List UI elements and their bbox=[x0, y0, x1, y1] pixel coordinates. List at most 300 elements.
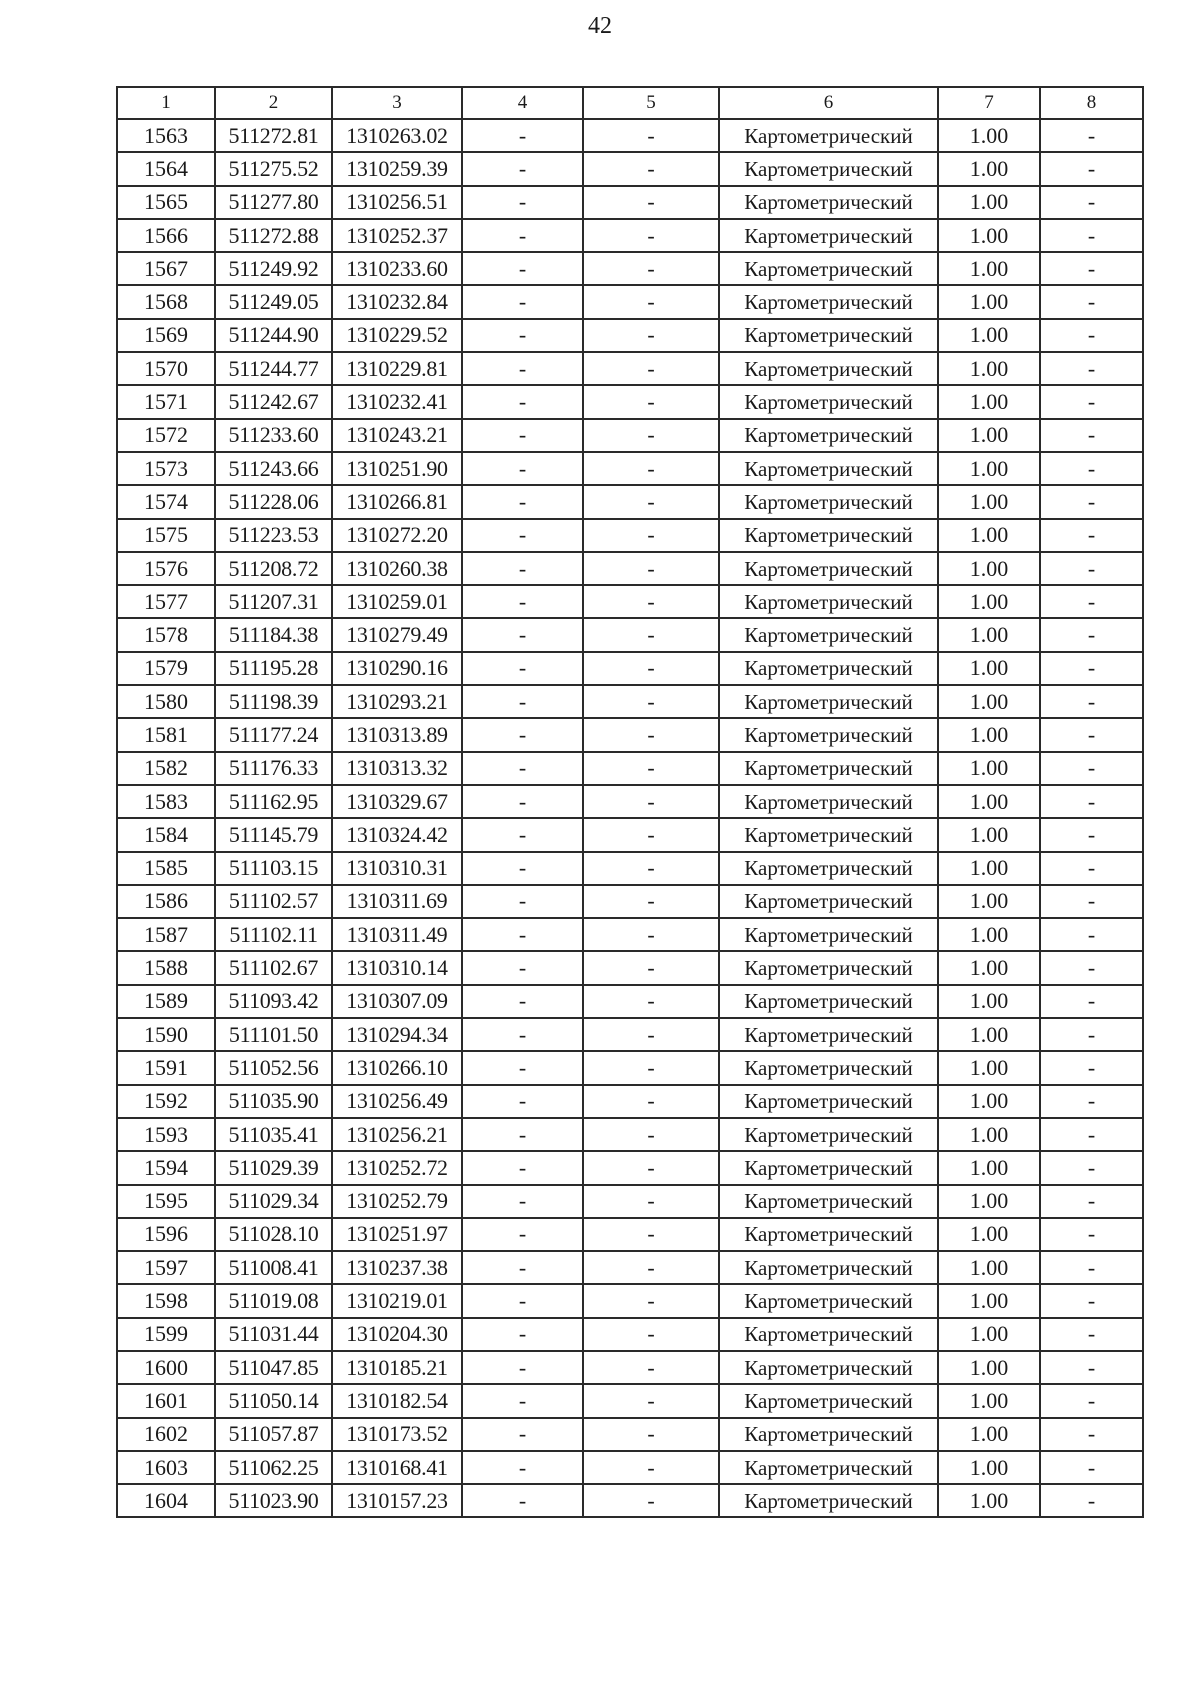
table-cell-col-1: 1574 bbox=[117, 485, 215, 518]
table-cell-col-6: Картометрический bbox=[719, 718, 938, 751]
table-cell-col-1: 1590 bbox=[117, 1018, 215, 1051]
table-cell-col-3: 1310219.01 bbox=[332, 1284, 462, 1317]
table-cell-col-6: Картометрический bbox=[719, 1151, 938, 1184]
table-cell-col-3: 1310233.60 bbox=[332, 252, 462, 285]
table-cell-col-5: - bbox=[583, 252, 719, 285]
table-cell-col-6: Картометрический bbox=[719, 385, 938, 418]
table-cell-col-6: Картометрический bbox=[719, 1484, 938, 1517]
column-header-6: 6 bbox=[719, 87, 938, 119]
table-cell-col-5: - bbox=[583, 319, 719, 352]
table-cell-col-1: 1592 bbox=[117, 1085, 215, 1118]
table-cell-col-7: 1.00 bbox=[938, 1218, 1040, 1251]
table-cell-col-8: - bbox=[1040, 1418, 1143, 1451]
table-cell-col-8: - bbox=[1040, 1384, 1143, 1417]
table-cell-col-5: - bbox=[583, 618, 719, 651]
table-cell-col-7: 1.00 bbox=[938, 385, 1040, 418]
table-cell-col-4: - bbox=[462, 618, 583, 651]
table-row bbox=[117, 1118, 1143, 1151]
table-cell-col-6: Картометрический bbox=[719, 1351, 938, 1384]
table-cell-col-6: Картометрический bbox=[719, 618, 938, 651]
table-cell-col-5: - bbox=[583, 385, 719, 418]
table-cell-col-7: 1.00 bbox=[938, 1051, 1040, 1084]
table-cell-col-3: 1310256.49 bbox=[332, 1085, 462, 1118]
table-cell-col-3: 1310311.49 bbox=[332, 918, 462, 951]
table-row bbox=[117, 951, 1143, 984]
table-cell-col-8: - bbox=[1040, 951, 1143, 984]
table-cell-col-5: - bbox=[583, 1085, 719, 1118]
table-cell-col-2: 511198.39 bbox=[215, 685, 332, 718]
table-cell-col-5: - bbox=[583, 285, 719, 318]
table-cell-col-5: - bbox=[583, 1151, 719, 1184]
table-cell-col-5: - bbox=[583, 1384, 719, 1417]
table-cell-col-6: Картометрический bbox=[719, 119, 938, 152]
table-cell-col-3: 1310266.81 bbox=[332, 485, 462, 518]
table-cell-col-3: 1310204.30 bbox=[332, 1318, 462, 1351]
table-cell-col-7: 1.00 bbox=[938, 1451, 1040, 1484]
table-cell-col-7: 1.00 bbox=[938, 585, 1040, 618]
table-cell-col-5: - bbox=[583, 519, 719, 552]
table-row bbox=[117, 785, 1143, 818]
table-cell-col-1: 1586 bbox=[117, 885, 215, 918]
table-cell-col-8: - bbox=[1040, 585, 1143, 618]
table-row bbox=[117, 1218, 1143, 1251]
table-cell-col-6: Картометрический bbox=[719, 785, 938, 818]
table-cell-col-7: 1.00 bbox=[938, 618, 1040, 651]
table-cell-col-1: 1569 bbox=[117, 319, 215, 352]
table-cell-col-4: - bbox=[462, 718, 583, 751]
table-cell-col-6: Картометрический bbox=[719, 852, 938, 885]
table-cell-col-1: 1601 bbox=[117, 1384, 215, 1417]
table-cell-col-3: 1310324.42 bbox=[332, 818, 462, 851]
table-cell-col-3: 1310251.90 bbox=[332, 452, 462, 485]
table-cell-col-8: - bbox=[1040, 1118, 1143, 1151]
table-row bbox=[117, 1251, 1143, 1284]
table-cell-col-3: 1310307.09 bbox=[332, 985, 462, 1018]
table-cell-col-1: 1599 bbox=[117, 1318, 215, 1351]
table-cell-col-1: 1571 bbox=[117, 385, 215, 418]
table-cell-col-7: 1.00 bbox=[938, 852, 1040, 885]
table-cell-col-7: 1.00 bbox=[938, 1151, 1040, 1184]
table-cell-col-5: - bbox=[583, 1251, 719, 1284]
table-cell-col-6: Картометрический bbox=[719, 1118, 938, 1151]
table-cell-col-2: 511177.24 bbox=[215, 718, 332, 751]
table-cell-col-7: 1.00 bbox=[938, 752, 1040, 785]
table-row bbox=[117, 818, 1143, 851]
table-header-row bbox=[117, 87, 1143, 119]
table-cell-col-8: - bbox=[1040, 485, 1143, 518]
table-row bbox=[117, 752, 1143, 785]
table-row bbox=[117, 1018, 1143, 1051]
table-cell-col-8: - bbox=[1040, 1051, 1143, 1084]
table-cell-col-8: - bbox=[1040, 685, 1143, 718]
table-cell-col-6: Картометрический bbox=[719, 285, 938, 318]
table-cell-col-3: 1310329.67 bbox=[332, 785, 462, 818]
table-cell-col-6: Картометрический bbox=[719, 752, 938, 785]
table-cell-col-8: - bbox=[1040, 419, 1143, 452]
table-row bbox=[117, 618, 1143, 651]
table-row bbox=[117, 119, 1143, 152]
table-cell-col-6: Картометрический bbox=[719, 1018, 938, 1051]
table-cell-col-2: 511062.25 bbox=[215, 1451, 332, 1484]
table-cell-col-7: 1.00 bbox=[938, 652, 1040, 685]
table-cell-col-7: 1.00 bbox=[938, 1484, 1040, 1517]
table-cell-col-2: 511057.87 bbox=[215, 1418, 332, 1451]
table-cell-col-1: 1598 bbox=[117, 1284, 215, 1317]
table-row bbox=[117, 219, 1143, 252]
table-cell-col-5: - bbox=[583, 219, 719, 252]
table-cell-col-6: Картометрический bbox=[719, 1318, 938, 1351]
table-cell-col-1: 1578 bbox=[117, 618, 215, 651]
table-cell-col-6: Картометрический bbox=[719, 1051, 938, 1084]
table-cell-col-2: 511208.72 bbox=[215, 552, 332, 585]
table-cell-col-3: 1310243.21 bbox=[332, 419, 462, 452]
table-cell-col-5: - bbox=[583, 452, 719, 485]
table-cell-col-7: 1.00 bbox=[938, 1418, 1040, 1451]
table-cell-col-1: 1597 bbox=[117, 1251, 215, 1284]
table-cell-col-5: - bbox=[583, 119, 719, 152]
table-cell-col-5: - bbox=[583, 152, 719, 185]
table-cell-col-8: - bbox=[1040, 918, 1143, 951]
table-cell-col-3: 1310157.23 bbox=[332, 1484, 462, 1517]
table-cell-col-3: 1310310.31 bbox=[332, 852, 462, 885]
table-cell-col-3: 1310279.49 bbox=[332, 618, 462, 651]
table-cell-col-3: 1310185.21 bbox=[332, 1351, 462, 1384]
table-cell-col-3: 1310229.81 bbox=[332, 352, 462, 385]
table-cell-col-1: 1572 bbox=[117, 419, 215, 452]
table-cell-col-4: - bbox=[462, 1185, 583, 1218]
table-cell-col-4: - bbox=[462, 1018, 583, 1051]
table-cell-col-7: 1.00 bbox=[938, 1085, 1040, 1118]
table-cell-col-2: 511249.05 bbox=[215, 285, 332, 318]
table-cell-col-8: - bbox=[1040, 1451, 1143, 1484]
table-cell-col-7: 1.00 bbox=[938, 285, 1040, 318]
table-cell-col-6: Картометрический bbox=[719, 1451, 938, 1484]
table-cell-col-2: 511102.67 bbox=[215, 951, 332, 984]
table-cell-col-2: 511275.52 bbox=[215, 152, 332, 185]
table-cell-col-1: 1564 bbox=[117, 152, 215, 185]
table-cell-col-5: - bbox=[583, 1051, 719, 1084]
table-cell-col-2: 511029.34 bbox=[215, 1185, 332, 1218]
table-cell-col-7: 1.00 bbox=[938, 419, 1040, 452]
table-cell-col-2: 511176.33 bbox=[215, 752, 332, 785]
table-cell-col-2: 511050.14 bbox=[215, 1384, 332, 1417]
table-cell-col-7: 1.00 bbox=[938, 1318, 1040, 1351]
table-cell-col-7: 1.00 bbox=[938, 219, 1040, 252]
table-cell-col-4: - bbox=[462, 585, 583, 618]
table-cell-col-8: - bbox=[1040, 186, 1143, 219]
table-cell-col-8: - bbox=[1040, 1185, 1143, 1218]
table-cell-col-2: 511162.95 bbox=[215, 785, 332, 818]
table-cell-col-4: - bbox=[462, 1051, 583, 1084]
table-cell-col-5: - bbox=[583, 1484, 719, 1517]
table-row bbox=[117, 852, 1143, 885]
table-cell-col-6: Картометрический bbox=[719, 652, 938, 685]
table-cell-col-1: 1565 bbox=[117, 186, 215, 219]
table-cell-col-2: 511102.11 bbox=[215, 918, 332, 951]
table-cell-col-4: - bbox=[462, 1318, 583, 1351]
table-cell-col-6: Картометрический bbox=[719, 585, 938, 618]
table-cell-col-3: 1310263.02 bbox=[332, 119, 462, 152]
table-cell-col-8: - bbox=[1040, 1151, 1143, 1184]
table-row bbox=[117, 685, 1143, 718]
table-cell-col-3: 1310313.89 bbox=[332, 718, 462, 751]
table-cell-col-1: 1594 bbox=[117, 1151, 215, 1184]
table-row bbox=[117, 1351, 1143, 1384]
table-cell-col-2: 511031.44 bbox=[215, 1318, 332, 1351]
table-cell-col-1: 1604 bbox=[117, 1484, 215, 1517]
table-cell-col-4: - bbox=[462, 1284, 583, 1317]
table-cell-col-7: 1.00 bbox=[938, 885, 1040, 918]
table-row bbox=[117, 1085, 1143, 1118]
table-cell-col-3: 1310259.39 bbox=[332, 152, 462, 185]
table-cell-col-7: 1.00 bbox=[938, 1251, 1040, 1284]
table-cell-col-8: - bbox=[1040, 1251, 1143, 1284]
table-cell-col-6: Картометрический bbox=[719, 951, 938, 984]
table-cell-col-4: - bbox=[462, 685, 583, 718]
table-cell-col-7: 1.00 bbox=[938, 1384, 1040, 1417]
column-header-5: 5 bbox=[583, 87, 719, 119]
table-row bbox=[117, 918, 1143, 951]
table-cell-col-6: Картометрический bbox=[719, 219, 938, 252]
table-cell-col-1: 1580 bbox=[117, 685, 215, 718]
table-cell-col-7: 1.00 bbox=[938, 918, 1040, 951]
table-cell-col-5: - bbox=[583, 818, 719, 851]
table-row bbox=[117, 485, 1143, 518]
table-cell-col-4: - bbox=[462, 951, 583, 984]
table-cell-col-2: 511145.79 bbox=[215, 818, 332, 851]
table-cell-col-2: 511244.90 bbox=[215, 319, 332, 352]
table-cell-col-4: - bbox=[462, 818, 583, 851]
table-row bbox=[117, 285, 1143, 318]
table-cell-col-4: - bbox=[462, 285, 583, 318]
table-cell-col-7: 1.00 bbox=[938, 485, 1040, 518]
table-cell-col-5: - bbox=[583, 685, 719, 718]
table-row bbox=[117, 252, 1143, 285]
table-cell-col-4: - bbox=[462, 852, 583, 885]
table-cell-col-3: 1310168.41 bbox=[332, 1451, 462, 1484]
column-header-1: 1 bbox=[117, 87, 215, 119]
table-cell-col-5: - bbox=[583, 985, 719, 1018]
table-cell-col-7: 1.00 bbox=[938, 1185, 1040, 1218]
table-row bbox=[117, 1318, 1143, 1351]
table-cell-col-3: 1310266.10 bbox=[332, 1051, 462, 1084]
table-cell-col-3: 1310237.38 bbox=[332, 1251, 462, 1284]
table-cell-col-7: 1.00 bbox=[938, 119, 1040, 152]
table-cell-col-2: 511272.88 bbox=[215, 219, 332, 252]
table-row bbox=[117, 1418, 1143, 1451]
table-cell-col-2: 511023.90 bbox=[215, 1484, 332, 1517]
table-cell-col-8: - bbox=[1040, 119, 1143, 152]
table-cell-col-6: Картометрический bbox=[719, 1384, 938, 1417]
table-row bbox=[117, 1451, 1143, 1484]
table-cell-col-6: Картометрический bbox=[719, 818, 938, 851]
table-row bbox=[117, 1284, 1143, 1317]
table-cell-col-4: - bbox=[462, 918, 583, 951]
table-cell-col-6: Картометрический bbox=[719, 552, 938, 585]
table-cell-col-1: 1585 bbox=[117, 852, 215, 885]
table-cell-col-7: 1.00 bbox=[938, 319, 1040, 352]
table-row bbox=[117, 352, 1143, 385]
table-cell-col-2: 511242.67 bbox=[215, 385, 332, 418]
table-row bbox=[117, 585, 1143, 618]
table-cell-col-7: 1.00 bbox=[938, 1284, 1040, 1317]
table-cell-col-1: 1600 bbox=[117, 1351, 215, 1384]
column-header-2: 2 bbox=[215, 87, 332, 119]
column-header-3: 3 bbox=[332, 87, 462, 119]
table-cell-col-8: - bbox=[1040, 219, 1143, 252]
table-cell-col-4: - bbox=[462, 519, 583, 552]
table-cell-col-7: 1.00 bbox=[938, 985, 1040, 1018]
table-cell-col-3: 1310229.52 bbox=[332, 319, 462, 352]
table-cell-col-1: 1589 bbox=[117, 985, 215, 1018]
table-cell-col-3: 1310252.72 bbox=[332, 1151, 462, 1184]
table-row bbox=[117, 1185, 1143, 1218]
table-cell-col-1: 1603 bbox=[117, 1451, 215, 1484]
column-header-7: 7 bbox=[938, 87, 1040, 119]
table-cell-col-2: 511243.66 bbox=[215, 452, 332, 485]
table-body bbox=[117, 119, 1143, 1517]
table-cell-col-7: 1.00 bbox=[938, 1018, 1040, 1051]
table-cell-col-2: 511103.15 bbox=[215, 852, 332, 885]
table-cell-col-8: - bbox=[1040, 552, 1143, 585]
table-cell-col-1: 1579 bbox=[117, 652, 215, 685]
table-cell-col-8: - bbox=[1040, 285, 1143, 318]
table-cell-col-2: 511244.77 bbox=[215, 352, 332, 385]
table-cell-col-6: Картометрический bbox=[719, 186, 938, 219]
table-cell-col-5: - bbox=[583, 652, 719, 685]
table-cell-col-4: - bbox=[462, 1451, 583, 1484]
table-cell-col-3: 1310256.51 bbox=[332, 186, 462, 219]
table-cell-col-8: - bbox=[1040, 885, 1143, 918]
table-cell-col-8: - bbox=[1040, 718, 1143, 751]
table-cell-col-2: 511233.60 bbox=[215, 419, 332, 452]
coordinates-table bbox=[116, 86, 1144, 1518]
table-cell-col-2: 511184.38 bbox=[215, 618, 332, 651]
table-cell-col-8: - bbox=[1040, 785, 1143, 818]
table-row bbox=[117, 186, 1143, 219]
table-row bbox=[117, 718, 1143, 751]
table-cell-col-4: - bbox=[462, 186, 583, 219]
table-cell-col-7: 1.00 bbox=[938, 186, 1040, 219]
table-cell-col-2: 511249.92 bbox=[215, 252, 332, 285]
table-cell-col-5: - bbox=[583, 585, 719, 618]
table-cell-col-1: 1587 bbox=[117, 918, 215, 951]
table-cell-col-2: 511052.56 bbox=[215, 1051, 332, 1084]
table-row bbox=[117, 519, 1143, 552]
table-cell-col-8: - bbox=[1040, 352, 1143, 385]
table-cell-col-1: 1577 bbox=[117, 585, 215, 618]
table-cell-col-6: Картометрический bbox=[719, 885, 938, 918]
table-cell-col-1: 1588 bbox=[117, 951, 215, 984]
table-row bbox=[117, 419, 1143, 452]
table-cell-col-6: Картометрический bbox=[719, 1418, 938, 1451]
table-cell-col-3: 1310293.21 bbox=[332, 685, 462, 718]
table-cell-col-4: - bbox=[462, 152, 583, 185]
table-cell-col-4: - bbox=[462, 652, 583, 685]
table-cell-col-5: - bbox=[583, 885, 719, 918]
table-cell-col-4: - bbox=[462, 785, 583, 818]
table-cell-col-8: - bbox=[1040, 818, 1143, 851]
table-row bbox=[117, 885, 1143, 918]
table-cell-col-7: 1.00 bbox=[938, 552, 1040, 585]
table-cell-col-4: - bbox=[462, 1384, 583, 1417]
table-cell-col-1: 1573 bbox=[117, 452, 215, 485]
column-header-8: 8 bbox=[1040, 87, 1143, 119]
table-cell-col-4: - bbox=[462, 352, 583, 385]
table-row bbox=[117, 985, 1143, 1018]
table-cell-col-8: - bbox=[1040, 1318, 1143, 1351]
table-cell-col-8: - bbox=[1040, 752, 1143, 785]
table-cell-col-7: 1.00 bbox=[938, 252, 1040, 285]
table-cell-col-5: - bbox=[583, 1185, 719, 1218]
table-cell-col-8: - bbox=[1040, 385, 1143, 418]
table-cell-col-4: - bbox=[462, 885, 583, 918]
table-cell-col-7: 1.00 bbox=[938, 352, 1040, 385]
table-row bbox=[117, 319, 1143, 352]
table-row bbox=[117, 1151, 1143, 1184]
table-cell-col-4: - bbox=[462, 1351, 583, 1384]
table-row bbox=[117, 1051, 1143, 1084]
table-cell-col-8: - bbox=[1040, 319, 1143, 352]
table-cell-col-6: Картометрический bbox=[719, 452, 938, 485]
table-cell-col-2: 511277.80 bbox=[215, 186, 332, 219]
table-cell-col-1: 1583 bbox=[117, 785, 215, 818]
table-cell-col-5: - bbox=[583, 752, 719, 785]
table-cell-col-5: - bbox=[583, 485, 719, 518]
table-cell-col-7: 1.00 bbox=[938, 1118, 1040, 1151]
table-cell-col-1: 1596 bbox=[117, 1218, 215, 1251]
table-cell-col-6: Картометрический bbox=[719, 485, 938, 518]
table-cell-col-5: - bbox=[583, 918, 719, 951]
table-cell-col-2: 511223.53 bbox=[215, 519, 332, 552]
table-cell-col-8: - bbox=[1040, 618, 1143, 651]
table-cell-col-3: 1310310.14 bbox=[332, 951, 462, 984]
table-cell-col-6: Картометрический bbox=[719, 685, 938, 718]
table-cell-col-8: - bbox=[1040, 1018, 1143, 1051]
table-cell-col-6: Картометрический bbox=[719, 419, 938, 452]
table-cell-col-6: Картометрический bbox=[719, 1218, 938, 1251]
table-cell-col-2: 511102.57 bbox=[215, 885, 332, 918]
table-cell-col-3: 1310311.69 bbox=[332, 885, 462, 918]
table-row bbox=[117, 1384, 1143, 1417]
table-cell-col-8: - bbox=[1040, 519, 1143, 552]
table-cell-col-5: - bbox=[583, 1018, 719, 1051]
table-cell-col-1: 1570 bbox=[117, 352, 215, 385]
table-row bbox=[117, 652, 1143, 685]
table-cell-col-7: 1.00 bbox=[938, 452, 1040, 485]
table-cell-col-1: 1568 bbox=[117, 285, 215, 318]
table-cell-col-3: 1310182.54 bbox=[332, 1384, 462, 1417]
table-cell-col-5: - bbox=[583, 1418, 719, 1451]
table-cell-col-7: 1.00 bbox=[938, 152, 1040, 185]
table-cell-col-5: - bbox=[583, 1451, 719, 1484]
table-cell-col-6: Картометрический bbox=[719, 352, 938, 385]
table-cell-col-2: 511035.41 bbox=[215, 1118, 332, 1151]
table-cell-col-3: 1310173.52 bbox=[332, 1418, 462, 1451]
table-cell-col-4: - bbox=[462, 1085, 583, 1118]
table-cell-col-1: 1582 bbox=[117, 752, 215, 785]
table-cell-col-8: - bbox=[1040, 852, 1143, 885]
table-cell-col-2: 511207.31 bbox=[215, 585, 332, 618]
table-cell-col-1: 1595 bbox=[117, 1185, 215, 1218]
table-cell-col-5: - bbox=[583, 951, 719, 984]
table-cell-col-8: - bbox=[1040, 652, 1143, 685]
table-cell-col-2: 511195.28 bbox=[215, 652, 332, 685]
table-cell-col-2: 511272.81 bbox=[215, 119, 332, 152]
table-cell-col-5: - bbox=[583, 552, 719, 585]
table-cell-col-3: 1310313.32 bbox=[332, 752, 462, 785]
table-cell-col-7: 1.00 bbox=[938, 718, 1040, 751]
